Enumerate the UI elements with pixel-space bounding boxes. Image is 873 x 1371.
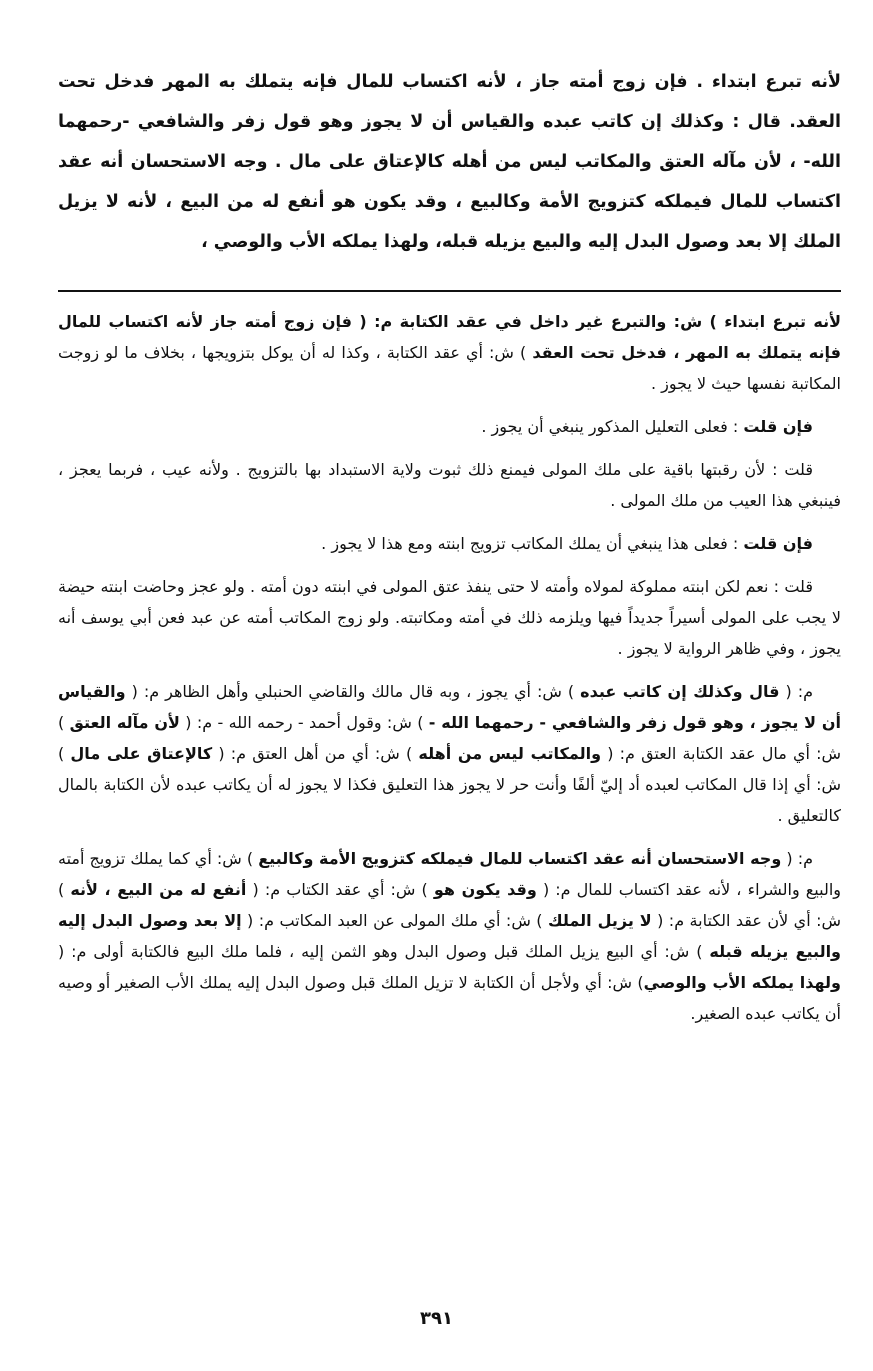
gloss-segment: قلت : لأن رقبتها باقية على ملك المولى فيمنع ذلك ثبوت ولاية الاستبداد بها بالتزويج . ولأنه عيب ، فربما يعجز ، فينبغي هذا العيب من ملك المولى .: [58, 460, 841, 510]
commentary-paragraph: [58, 411, 841, 442]
gloss-segment: ) ش: أي إذا قال المكاتب لعبده أد إليّ ألفًا وأنت حر لا يجوز هذا التعليق فكذا لا يجوز له أن يكاتب عبده لأن الكتابة بالمال كالتعليق .: [58, 744, 841, 825]
commentary-paragraph: [58, 454, 841, 516]
gloss-segment: ) ش: أي البيع يزيل الملك قبل وصول البدل وهو الثمن إليه ، فلما ملك البيع فالكتابة أولى م: (: [58, 942, 710, 961]
gloss-segment: ) ش: أي مال عقد الكتابة العتق م: (: [58, 713, 842, 763]
gloss-segment: : فعلى هذا ينبغي أن يملك المكاتب تزويج ابنته ومع هذا لا يجوز .: [321, 534, 744, 553]
quote-segment: وجه الاستحسان أنه عقد اكتساب للمال فيملكه كتزويج الأمة وكالبيع: [258, 849, 782, 868]
gloss-segment: ) ش: أي عقد الكتابة ، وكذا له أن يوكل بتزويجها ، بخلاف ما لو زوجت المكاتبة نفسها حيث لا يجوز .: [58, 343, 841, 393]
quote-segment: والقياس أن لا يجوز ، وهو قول زفر والشافعي - رحمهما الله -: [58, 682, 842, 732]
gloss-segment: م: (: [779, 682, 814, 701]
quote-segment: لا يزيل الملك: [548, 911, 652, 930]
quote-segment: والمكاتب ليس من أهله: [418, 744, 602, 763]
gloss-segment: م: (: [781, 849, 813, 868]
question-label: فإن قلت: [743, 417, 813, 436]
quote-segment: ولهذا يملكه الأب والوصي: [643, 973, 842, 992]
commentary: [58, 306, 841, 1029]
quote-segment: فإن زوج أمته جاز لأنه اكتساب للمال فإنه يتملك به المهر ، فدخل تحت العقد: [58, 312, 841, 362]
divider-line: [58, 290, 841, 292]
quote-segment: لأنه تبرع ابتداء ) ش: والتبرع غير داخل في عقد الكتابة م: (: [352, 312, 841, 331]
question-label: فإن قلت: [743, 534, 813, 553]
quote-segment: كالإعتاق على مال: [70, 744, 213, 763]
commentary-paragraph: [58, 528, 841, 559]
gloss-segment: ) ش: أي ولأجل أن الكتابة لا تزيل الملك قبل وصول البدل إليه يملك الأب الصغير أو وصيه أن يكاتب عبده الصغير.: [58, 973, 841, 1023]
gloss-segment: ) ش: أي عقد الكتاب م: (: [246, 880, 434, 899]
commentary-paragraph: [58, 843, 841, 1029]
gloss-segment: قلت : نعم لكن ابنته مملوكة لمولاه وأمته لا حتى ينفذ عتق المولى في ابنته دون أمته . ولو عجز وحاضت ابنته حيضة لا يجب على المولى أسيراً جديداً فيها ويلزمه ذلك في أمته ومكاتبته. ولو زوج المكاتب أمته عن عبد فعن أبي يوسف أنه يجوز ، وفي ظاهر الرواية لا يجوز .: [58, 577, 841, 658]
gloss-segment: ) ش: أي لأن عقد الكتابة م: (: [58, 880, 842, 930]
commentary-paragraph: [58, 676, 841, 831]
gloss-segment: : فعلى التعليل المذكور ينبغي أن يجوز .: [481, 417, 744, 436]
gloss-segment: ) ش: وقول أحمد - رحمه الله - م: (: [179, 713, 429, 732]
gloss-segment: ) ش: أي يجوز ، وبه قال مالك والقاضي الحنبلي وأهل الظاهر م: (: [125, 682, 581, 701]
page-body: [58, 50, 841, 1041]
quote-segment: وقد يكون هو: [433, 880, 537, 899]
quote-segment: لأن مآله العتق: [69, 713, 180, 732]
gloss-segment: ) ش: أي كما يملك تزويج أمته والبيع والشراء ، لأنه عقد اكتساب للمال م: (: [58, 849, 842, 899]
gloss-segment: ) ش: أي من أهل العتق م: (: [212, 744, 419, 763]
commentary-paragraph: [58, 306, 841, 399]
main-text: لأنه تبرع ابتداء . فإن زوج أمته جاز ، لأنه اكتساب للمال فإنه يتملك به المهر فدخل تحت العقد. قال : وكذلك إن كاتب عبده والقياس أن لا يجوز وهو قول زفر والشافعي -رحمهما الله- ، لأن مآله العتق والمكاتب ليس من أهله كالإعتاق على مال . وجه الاستحسان أنه عقد اكتساب للمال فيملكه كتزويج الأمة وكالبيع ، وقد يكون هو أنفع له من البيع ، لأنه لا يزيل الملك إلا بعد وصول البدل إليه والبيع يزيله قبله، ولهذا يملكه الأب والوصي ،: [58, 72, 841, 252]
quote-segment: قال وكذلك إن كاتب عبده: [580, 682, 780, 701]
quote-segment: أنفع له من البيع ، لأنه: [70, 880, 247, 899]
page-number: ٣٩١: [420, 1308, 453, 1329]
gloss-segment: ) ش: أي ملك المولى عن العبد المكاتب م: (: [241, 911, 548, 930]
commentary-paragraph: [58, 571, 841, 664]
quote-segment: إلا بعد وصول البدل إليه والبيع يزيله قبله: [58, 911, 842, 961]
